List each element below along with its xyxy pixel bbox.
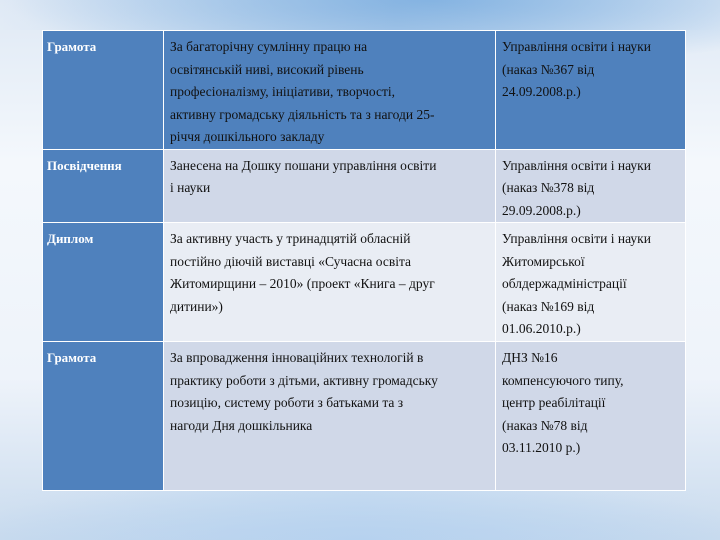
- award-issuer-cell: [496, 342, 686, 491]
- award-issuer-cell-line: Управління освіти і науки: [502, 39, 651, 54]
- award-type-cell: Посвідчення: [43, 149, 164, 223]
- award-reason-cell-line: і науки: [170, 180, 211, 195]
- awards-table: [42, 30, 686, 491]
- award-reason-cell-line: дитини»): [170, 298, 223, 314]
- award-reason-cell-line: постійно діючій виставці «Сучасна освіта: [170, 253, 412, 269]
- award-reason-cell-line: професіоналізму, ініціативи, творчості,: [170, 84, 396, 99]
- award-type-cell: Грамота: [43, 31, 164, 150]
- award-reason-cell: [164, 223, 496, 342]
- award-reason-cell: [164, 342, 496, 491]
- award-issuer-cell-line: Управління освіти і науки: [502, 157, 651, 173]
- award-reason-cell-line: Занесена на Дошку пошани управління освіти: [170, 157, 437, 173]
- award-reason-cell-line: Житомирщини – 2010» (проект «Книга – друг: [170, 276, 435, 291]
- award-issuer-cell-line: 01.06.2010.р.): [502, 321, 581, 336]
- award-type-cell: Диплом: [43, 223, 164, 342]
- award-reason-cell-line: За впровадження інноваційних технологій в: [170, 350, 424, 365]
- award-issuer-cell-line: облдержадміністрації: [502, 276, 627, 291]
- award-issuer-cell-line: ДНЗ №16: [502, 350, 558, 365]
- award-issuer-cell-line: Управління освіти і науки: [502, 231, 651, 246]
- table-row: [43, 31, 686, 150]
- award-issuer-cell-line: компенсуючого типу,: [502, 372, 624, 388]
- award-reason-cell-line: За активну участь у тринадцятій обласній: [170, 231, 411, 246]
- award-issuer-cell-line: (наказ №78 від: [502, 417, 588, 433]
- award-issuer-cell-line: (наказ №378 від: [502, 180, 595, 195]
- award-issuer-cell-line: 29.09.2008.р.): [502, 202, 581, 218]
- award-issuer-cell: [496, 31, 686, 150]
- award-reason-cell-line: освітянській ниві, високий рівень: [170, 61, 364, 77]
- award-reason-cell-line: річчя дошкільного закладу: [170, 129, 325, 144]
- award-type-cell: Грамота: [43, 342, 164, 491]
- background-swoosh-bottom: [0, 490, 720, 540]
- award-issuer-cell-line: (наказ №169 від: [502, 298, 595, 314]
- award-reason-cell: [164, 149, 496, 223]
- award-issuer-cell-line: 24.09.2008.р.): [502, 84, 581, 99]
- table-row: [43, 149, 686, 223]
- award-issuer-cell-line: (наказ №367 від: [502, 61, 595, 77]
- award-issuer-cell-line: 03.11.2010 р.): [502, 440, 581, 455]
- award-issuer-cell: [496, 149, 686, 223]
- award-reason-cell-line: нагоди Дня дошкільника: [170, 417, 313, 433]
- award-reason-cell-line: За багаторічну сумлінну працю на: [170, 39, 368, 54]
- award-reason-cell: [164, 31, 496, 150]
- award-issuer-cell-line: центр реабілітації: [502, 395, 606, 410]
- table-row: [43, 223, 686, 342]
- award-reason-cell-line: активну громадську діяльність та з нагоди 25-: [170, 106, 435, 122]
- background-swoosh-top: [0, 0, 720, 30]
- award-issuer-cell-line: Житомирської: [502, 253, 585, 269]
- award-reason-cell-line: позицію, систему роботи з батьками та з: [170, 395, 404, 410]
- table-row: [43, 342, 686, 491]
- award-issuer-cell: [496, 223, 686, 342]
- award-reason-cell-line: практику роботи з дітьми, активну громадську: [170, 372, 438, 388]
